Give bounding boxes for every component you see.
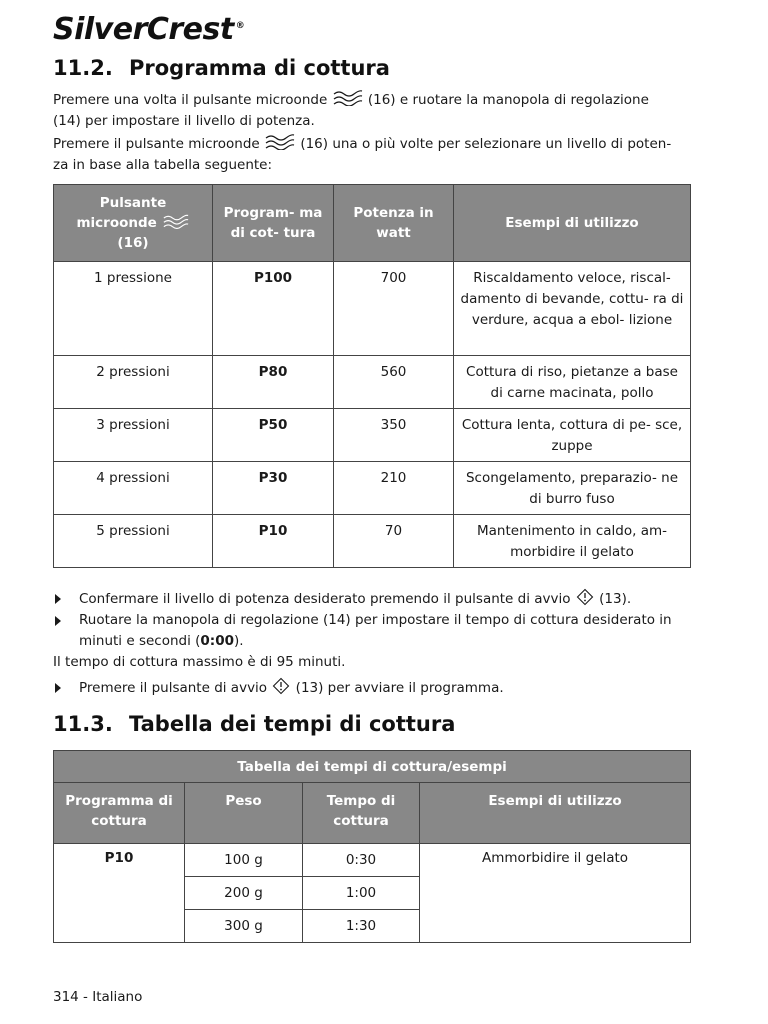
- page-footer: 314 - Italiano: [53, 989, 143, 1005]
- cell-examples: Cottura di riso, pietanze a base di carne macinata, pollo: [454, 356, 691, 409]
- instruction-text: Confermare il livello di potenza desiderato premendo il pulsante di avvio: [79, 591, 571, 607]
- header-examples: Esempi di utilizzo: [454, 185, 691, 262]
- bullet-arrow-icon: [55, 683, 61, 693]
- header-text: (16): [117, 235, 149, 251]
- microwave-waves-icon: [163, 214, 189, 229]
- table-row: [54, 409, 691, 462]
- header-text: microonde: [76, 215, 157, 231]
- cell-examples: Scongelamento, preparazio- ne di burro fuso: [454, 462, 691, 515]
- section-heading-11-3: [53, 712, 455, 736]
- cell-program: P50: [213, 409, 334, 462]
- cell-time: 1:00: [303, 877, 420, 910]
- cell-watt: 70: [334, 515, 454, 568]
- intro-text: (14) per impostare il livello di potenza.: [53, 113, 315, 129]
- cell-program: P100: [213, 262, 334, 356]
- cell-weight: 200 g: [185, 877, 303, 910]
- cell-weight: 100 g: [185, 844, 303, 877]
- table-banner: Tabella dei tempi di cottura/esempi: [54, 751, 691, 783]
- header-program: Programma di cottura: [54, 783, 185, 844]
- instruction-text: Premere il pulsante di avvio: [79, 680, 268, 696]
- section-title: Tabella dei tempi di cottura: [129, 712, 456, 736]
- instruction-item: [53, 677, 703, 699]
- cell-weight: 300 g: [185, 910, 303, 943]
- instruction-time-bold: 0:00: [200, 633, 234, 649]
- header-program: Program- ma di cot- tura: [213, 185, 334, 262]
- cell-program: P80: [213, 356, 334, 409]
- cell-watt: 700: [334, 262, 454, 356]
- cell-press: 1 pressione: [54, 262, 213, 356]
- start-button-icon: [272, 677, 290, 695]
- section-number: 11.3.: [53, 712, 113, 736]
- table-row: [54, 356, 691, 409]
- table-row: [54, 844, 691, 877]
- cell-press: 4 pressioni: [54, 462, 213, 515]
- cell-press: 5 pressioni: [54, 515, 213, 568]
- section-number: 11.2.: [53, 56, 113, 80]
- cell-program: P10: [54, 844, 185, 943]
- brand-logo: [53, 12, 244, 47]
- instruction-item: [53, 610, 703, 652]
- table-header-row: [54, 783, 691, 844]
- cell-watt: 560: [334, 356, 454, 409]
- intro-text: za in base alla tabella seguente:: [53, 157, 273, 173]
- max-time-note: Il tempo di cottura massimo è di 95 minuti.: [53, 654, 346, 670]
- bullet-arrow-icon: [55, 594, 61, 604]
- intro-paragraph-2: [53, 134, 693, 176]
- section-heading-11-2: [53, 56, 390, 80]
- cell-press: 2 pressioni: [54, 356, 213, 409]
- table-row: [54, 262, 691, 356]
- header-power: Potenza in watt: [334, 185, 454, 262]
- header-weight: Peso: [185, 783, 303, 844]
- header-button: [54, 185, 213, 262]
- power-levels-table: [53, 184, 691, 568]
- cell-time: 1:30: [303, 910, 420, 943]
- intro-text: Premere il pulsante microonde: [53, 136, 260, 152]
- intro-text: (16) e ruotare la manopola di regolazione: [367, 92, 649, 108]
- cooking-times-table: [53, 750, 691, 943]
- microwave-waves-icon: [333, 90, 363, 106]
- header-examples: Esempi di utilizzo: [420, 783, 691, 844]
- cell-program: P30: [213, 462, 334, 515]
- cell-examples: Riscaldamento veloce, riscal- damento di bevande, cottu- ra di verdure, acqua a ebol- lizione: [454, 262, 691, 356]
- cell-examples: Ammorbidire il gelato: [420, 844, 691, 943]
- brand-name: SilverCrest: [53, 12, 234, 47]
- instruction-item: [53, 588, 703, 610]
- header-time: Tempo di cottura: [303, 783, 420, 844]
- instruction-text: Ruotare la manopola di regolazione (14) per impostare il tempo di cottura desiderato in minuti e secondi (: [79, 612, 672, 649]
- intro-paragraph-1: [53, 90, 693, 132]
- cell-program: P10: [213, 515, 334, 568]
- table-header-row: [54, 185, 691, 262]
- table-row: [54, 515, 691, 568]
- registered-mark: ®: [235, 21, 245, 31]
- header-text: Pulsante: [99, 195, 167, 211]
- microwave-waves-icon: [265, 134, 295, 150]
- table-banner-row: [54, 751, 691, 783]
- intro-text: Premere una volta il pulsante microonde: [53, 92, 328, 108]
- start-button-icon: [576, 588, 594, 606]
- cell-examples: Mantenimento in caldo, am- morbidire il gelato: [454, 515, 691, 568]
- cell-time: 0:30: [303, 844, 420, 877]
- cell-watt: 350: [334, 409, 454, 462]
- intro-text: (16) una o più volte per selezionare un livello di poten-: [300, 136, 672, 152]
- cell-examples: Cottura lenta, cottura di pe- sce, zuppe: [454, 409, 691, 462]
- table-row: [54, 462, 691, 515]
- bullet-arrow-icon: [55, 616, 61, 626]
- instruction-text: (13).: [599, 591, 632, 607]
- instruction-text: ).: [234, 633, 244, 649]
- instruction-list: [53, 588, 703, 699]
- cell-press: 3 pressioni: [54, 409, 213, 462]
- section-title: Programma di cottura: [129, 56, 390, 80]
- cell-watt: 210: [334, 462, 454, 515]
- instruction-text: (13) per avviare il programma.: [295, 680, 504, 696]
